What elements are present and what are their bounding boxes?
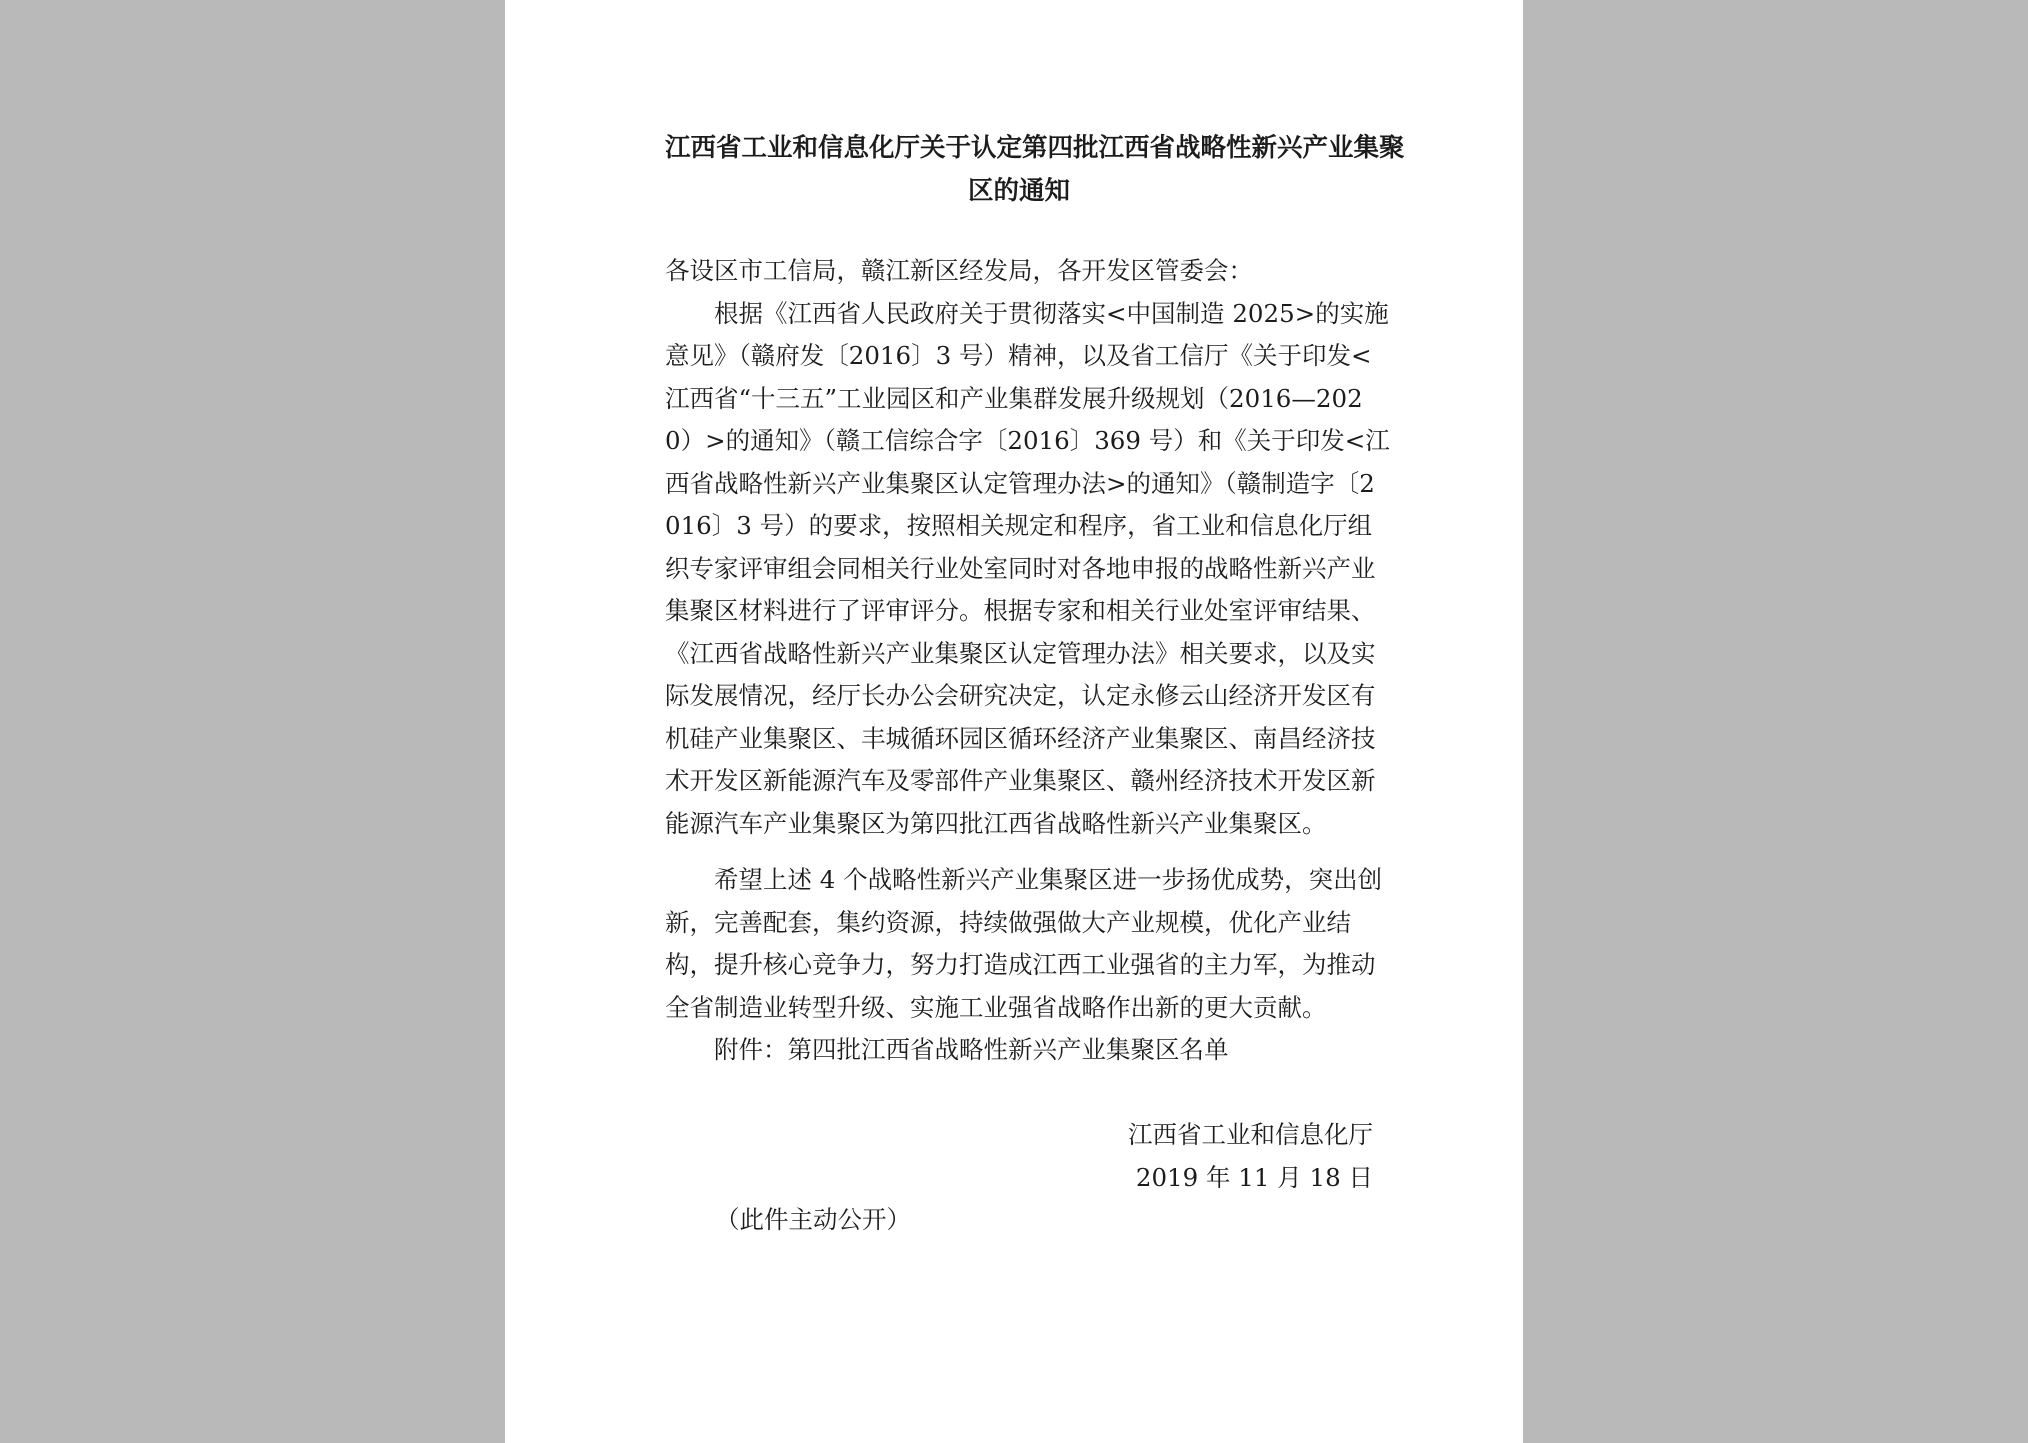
paragraph-1-line-6: 016〕3 号）的要求，按照相关规定和程序，省工业和信息化厅组 <box>665 511 1373 540</box>
paragraph-1-line-11: 机硅产业集聚区、丰城循环园区循环经济产业集聚区、南昌经济技 <box>665 723 1376 753</box>
paragraph-1 <box>665 293 1390 846</box>
attachment-line: 附件：第四批江西省战略性新兴产业集聚区名单 <box>714 1035 1229 1064</box>
paragraph-1-line-7: 织专家评审组会同相关行业处室同时对各地申报的战略性新兴产业 <box>665 553 1376 583</box>
paragraph-1-line-3: 江西省“十三五”工业园区和产业集群发展升级规划（2016—202 <box>665 383 1363 413</box>
paragraph-2-line-3: 构，提升核心竞争力，努力打造成江西工业强省的主力军，为推动 <box>665 950 1376 979</box>
paragraph-1-line-8: 集聚区材料进行了评审评分。根据专家和相关行业处室评审结果、 <box>665 596 1376 625</box>
paragraph-2-line-1: 希望上述 4 个战略性新兴产业集聚区进一步扬优成势，突出创 <box>714 865 1383 894</box>
title-line-2: 区的通知 <box>967 175 1070 206</box>
paragraph-1-line-10: 际发展情况，经厅长办公会研究决定，认定永修云山经济开发区有 <box>665 681 1376 710</box>
title-line-1: 江西省工业和信息化厅关于认定第四批江西省战略性新兴产业集聚 <box>665 133 1405 163</box>
public-disclosure-note: （此件主动公开） <box>715 1205 911 1234</box>
paragraph-2-line-2: 新，完善配套，集约资源，持续做强做大产业规模，优化产业结 <box>665 907 1351 937</box>
paragraph-1-line-13: 能源汽车产业集聚区为第四批江西省战略性新兴产业集聚区。 <box>665 808 1327 838</box>
addressee-line: 各设区市工信局，赣江新区经发局，各开发区管委会： <box>665 256 1253 285</box>
document-body <box>665 250 1390 1072</box>
signature-date: 2019 年 11 月 18 日 <box>1135 1163 1373 1192</box>
document-page <box>505 0 1523 1443</box>
paragraph-1-line-1: 根据《江西省人民政府关于贯彻落实<中国制造 2025>的实施 <box>714 298 1389 328</box>
document-title <box>665 128 1405 213</box>
paragraph-1-line-4: 0）>的通知》（赣工信综合字〔2016〕369 号）和《关于印发<江 <box>665 426 1390 455</box>
signature-organization: 江西省工业和信息化厅 <box>1128 1120 1373 1149</box>
paragraph-2-line-4: 全省制造业转型升级、实施工业强省战略作出新的更大贡献。 <box>665 992 1327 1022</box>
paragraph-1-line-9: 《江西省战略性新兴产业集聚区认定管理办法》相关要求，以及实 <box>665 638 1376 668</box>
paragraph-1-line-12: 术开发区新能源汽车及零部件产业集聚区、赣州经济技术开发区新 <box>665 766 1376 795</box>
paragraph-gap <box>665 845 1375 859</box>
paragraph-1-line-2: 意见》（赣府发〔2016〕3 号）精神，以及省工信厅《关于印发< <box>665 341 1372 370</box>
paragraph-1-line-5: 西省战略性新兴产业集聚区认定管理办法>的通知》（赣制造字〔2 <box>665 468 1375 498</box>
paragraph-2 <box>665 859 1383 1029</box>
